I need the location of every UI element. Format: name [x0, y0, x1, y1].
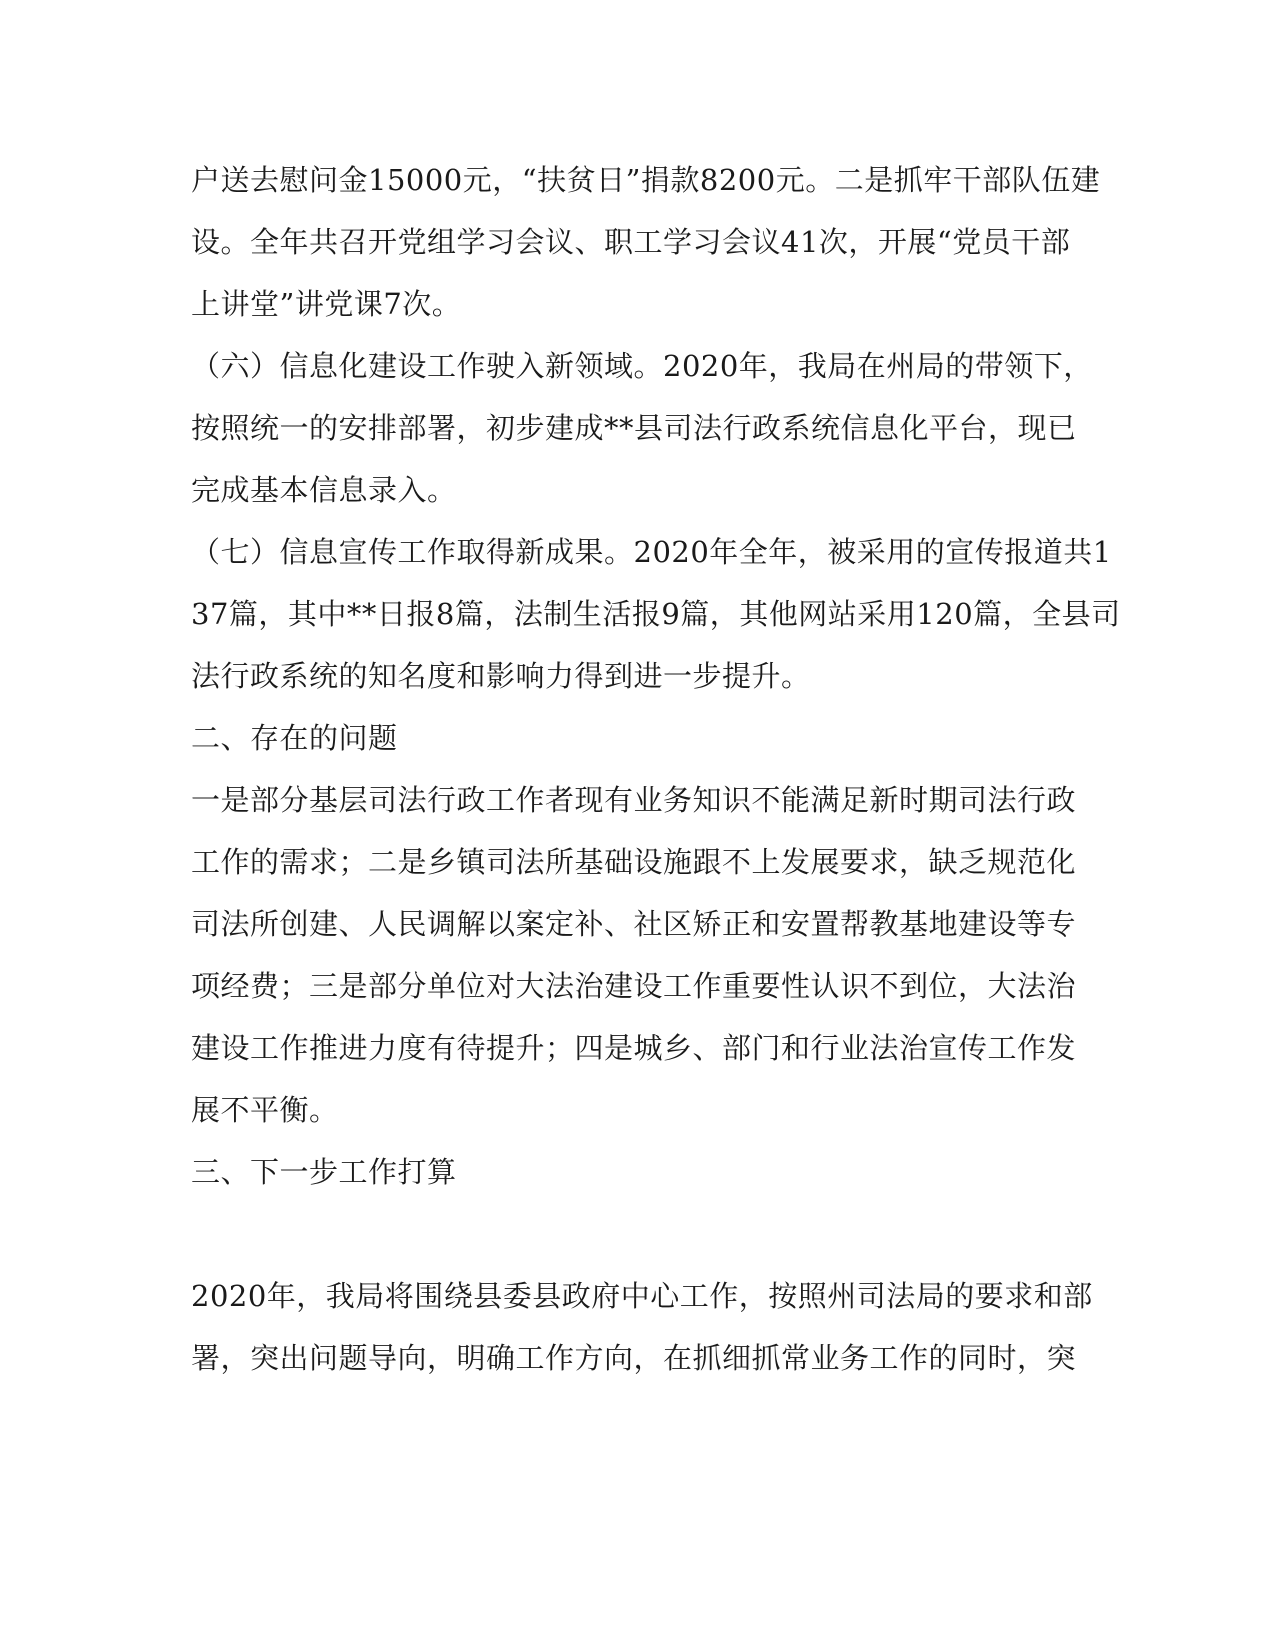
- section-heading: （七）信息宣传工作取得新成果。2020年全年，被采用的宣传报道共1: [191, 535, 1112, 569]
- text-line: 37篇，其中**日报8篇，法制生活报9篇，其他网站采用120篇，全县司: [191, 597, 1121, 631]
- text-line: 项经费；三是部分单位对大法治建设工作重要性认识不到位，大法治: [191, 969, 1077, 1003]
- text-line: 按照统一的安排部署，初步建成**县司法行政系统信息化平台，现已: [191, 411, 1077, 445]
- text-line: 展不平衡。: [191, 1093, 339, 1127]
- text-line: 司法所创建、人民调解以案定补、社区矫正和安置帮教基地建设等专: [191, 907, 1077, 941]
- text-line: 法行政系统的知名度和影响力得到进一步提升。: [191, 659, 811, 693]
- text-line: 户送去慰问金15000元，“扶贫日”捐款8200元。二是抓牢干部队伍建: [191, 163, 1101, 197]
- text-line: 一是部分基层司法行政工作者现有业务知识不能满足新时期司法行政: [191, 783, 1077, 817]
- text-line: 2020年，我局将围绕县委县政府中心工作，按照州司法局的要求和部: [191, 1279, 1093, 1313]
- section-heading: 二、存在的问题: [191, 721, 398, 755]
- text-line: 工作的需求；二是乡镇司法所基础设施跟不上发展要求，缺乏规范化: [191, 845, 1077, 879]
- section-heading: 三、下一步工作打算: [191, 1155, 457, 1189]
- text-line: 建设工作推进力度有待提升；四是城乡、部门和行业法治宣传工作发: [191, 1031, 1077, 1065]
- text-line: 完成基本信息录入。: [191, 473, 457, 507]
- text-line: 上讲堂”讲党课7次。: [191, 287, 462, 321]
- text-line: 署，突出问题导向，明确工作方向，在抓细抓常业务工作的同时，突: [191, 1341, 1077, 1375]
- section-heading: （六）信息化建设工作驶入新领域。2020年，我局在州局的带领下，: [191, 349, 1093, 383]
- text-line: 设。全年共召开党组学习会议、职工学习会议41次，开展“党员干部: [191, 225, 1071, 259]
